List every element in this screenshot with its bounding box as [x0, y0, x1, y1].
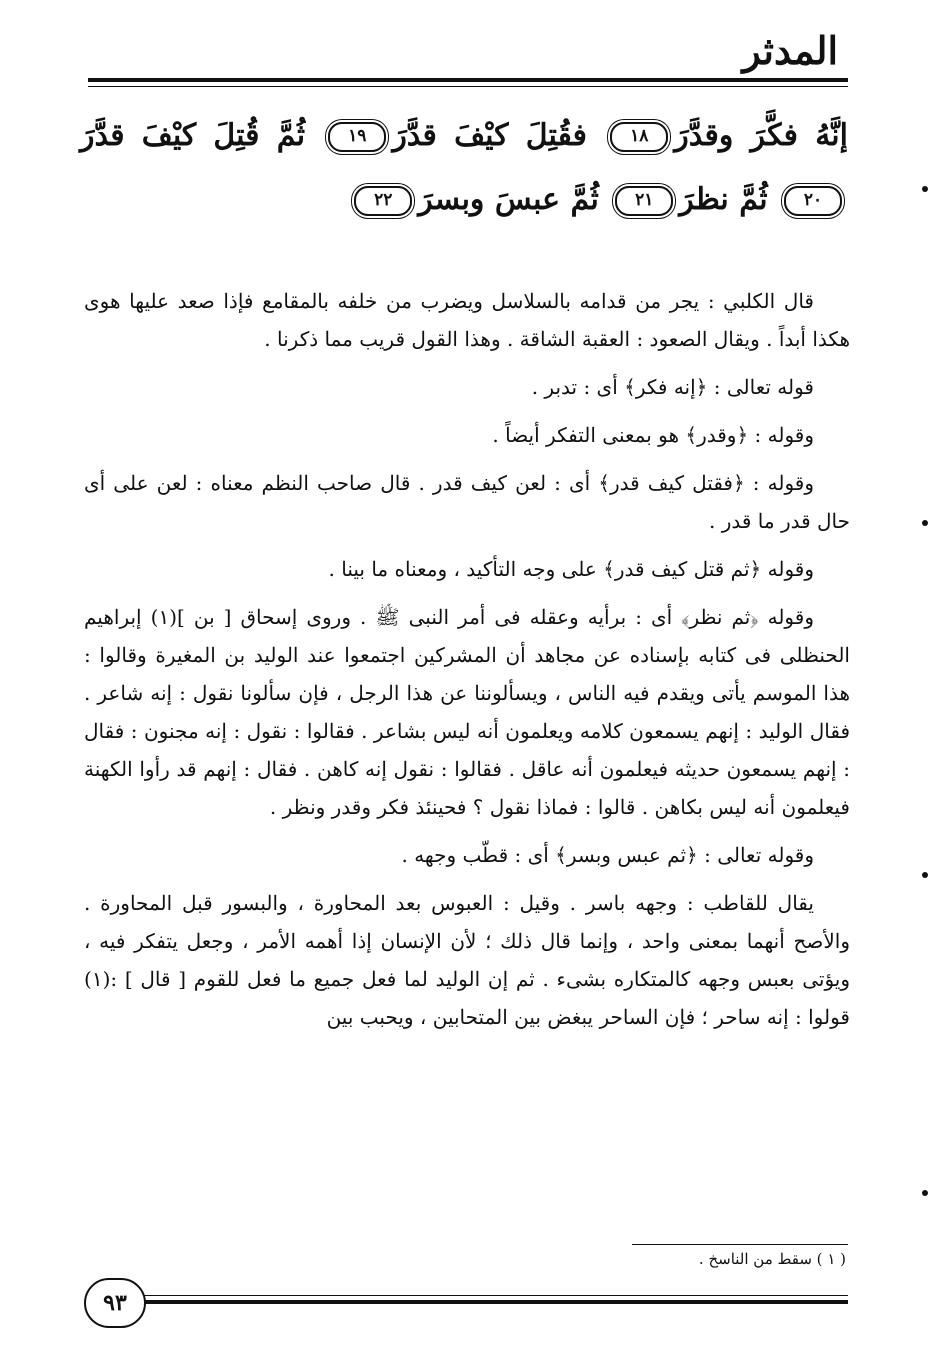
header-rule	[88, 78, 848, 82]
margin-dot	[922, 1190, 928, 1196]
commentary-body	[84, 282, 850, 1046]
footnote: ( ١ ) سقط من الناسخ .	[698, 1250, 846, 1268]
commentary-paragraph: وقوله ﴿ثم نظر﴾ أى : برأيه وعقله فى أمر النبى ﷺ . وروى إسحاق [ بن ](١) إبراهيم الحنظلى فى كتابه بإسناده عن مجاهد أن المشركين اجتمعوا عند الوليد بن المغيرة وقالوا : هذا الموسم يأتى ويقدم فيه الناس ، ويسألوننا عن هذا الرجل ، فإن سألونا نقول : إنه شاعر . فقال الوليد : إنهم يسمعون كلامه ويعلمون أنه ليس بشاعر . فقالوا : نقول : إنه مجنون : فقال : إنهم يسمعون حديثه فيعلمون أنه عاقل . فقالوا : نقول إنه كاهن . فقال : إنهم قد رأوا الكهنة فيعلمون أنه ليس بكاهن . قالوا : فماذا نقول ؟ فحينئذ فكر وقدر ونظر .	[84, 605, 850, 819]
margin-dot	[922, 186, 928, 192]
footer-rule-thin	[140, 1295, 848, 1296]
ayah-number-marker: ٢١	[615, 186, 673, 216]
commentary-paragraph: قوله تعالى : ﴿إنه فكر﴾ أى : تدبر .	[531, 375, 814, 399]
page-number: ٩٣	[84, 1278, 146, 1328]
commentary-paragraph: وقوله تعالى : ﴿ثم عبس وبسر﴾ أى : قطّب وجهه .	[401, 843, 814, 867]
footer-rule	[140, 1300, 848, 1304]
verse-text: ثُمَّ نظرَ	[679, 182, 768, 217]
ayah-number-marker: ٢٢	[354, 186, 412, 216]
footnote-separator	[632, 1244, 848, 1245]
commentary-paragraph: وقوله : ﴿وقدر﴾ هو بمعنى التفكر أيضاً .	[492, 423, 814, 447]
commentary-paragraph: قال الكلبي : يجر من قدامه بالسلاسل ويضرب من خلفه بالمقامع فإذا صعد عليها هوى هكذا أبداً . ويقال الصعود : العقبة الشاقة . وهذا القول قريب مما ذكرنا .	[84, 289, 850, 351]
verse-text: ثُمَّ قُتِلَ كيْفَ قدَّرَ	[80, 118, 306, 153]
verse-text: فقُتِلَ كيْفَ قدَّرَ	[392, 118, 588, 153]
surah-title: المدثر	[742, 28, 838, 73]
commentary-paragraph: وقوله : ﴿فقتل كيف قدر﴾ أى : لعن كيف قدر . قال صاحب النظم معناه : لعن على أى حال قدر ما قدر .	[84, 471, 850, 533]
header-rule-thin	[88, 86, 848, 87]
quran-verses	[80, 104, 848, 232]
ayah-number-marker: ٢٠	[784, 186, 842, 216]
commentary-paragraph: وقوله ﴿ثم قتل كيف قدر﴾ على وجه التأكيد ، ومعناه ما بينا .	[328, 557, 814, 581]
verse-text: إنَّهُ فكَّرَ وقدَّرَ	[674, 118, 848, 153]
ayah-number-marker: ١٨	[610, 122, 668, 152]
margin-dot	[922, 520, 928, 526]
commentary-paragraph: يقال للقاطب : وجهه باسر . وقيل : العبوس بعد المحاورة ، والبسور قبل المحاورة . والأصح أنهما بمعنى واحد ، وإنما قال ذلك ؛ لأن الإنسان إذا أهمه الأمر ، وجعل يتفكر فيه ، ويؤتى بعبس وجهه كالمتكاره بشىء . ثم إن الوليد لما فعل جميع ما فعل للقوم [ قال ] :(١) قولوا : إنه ساحر ؛ فإن الساحر يبغض بين المتحابين ، ويحبب بين	[84, 891, 850, 1029]
margin-dot	[922, 872, 928, 878]
verse-text: ثُمَّ عبسَ وبسرَ	[418, 182, 599, 217]
ayah-number-marker: ١٩	[328, 122, 386, 152]
